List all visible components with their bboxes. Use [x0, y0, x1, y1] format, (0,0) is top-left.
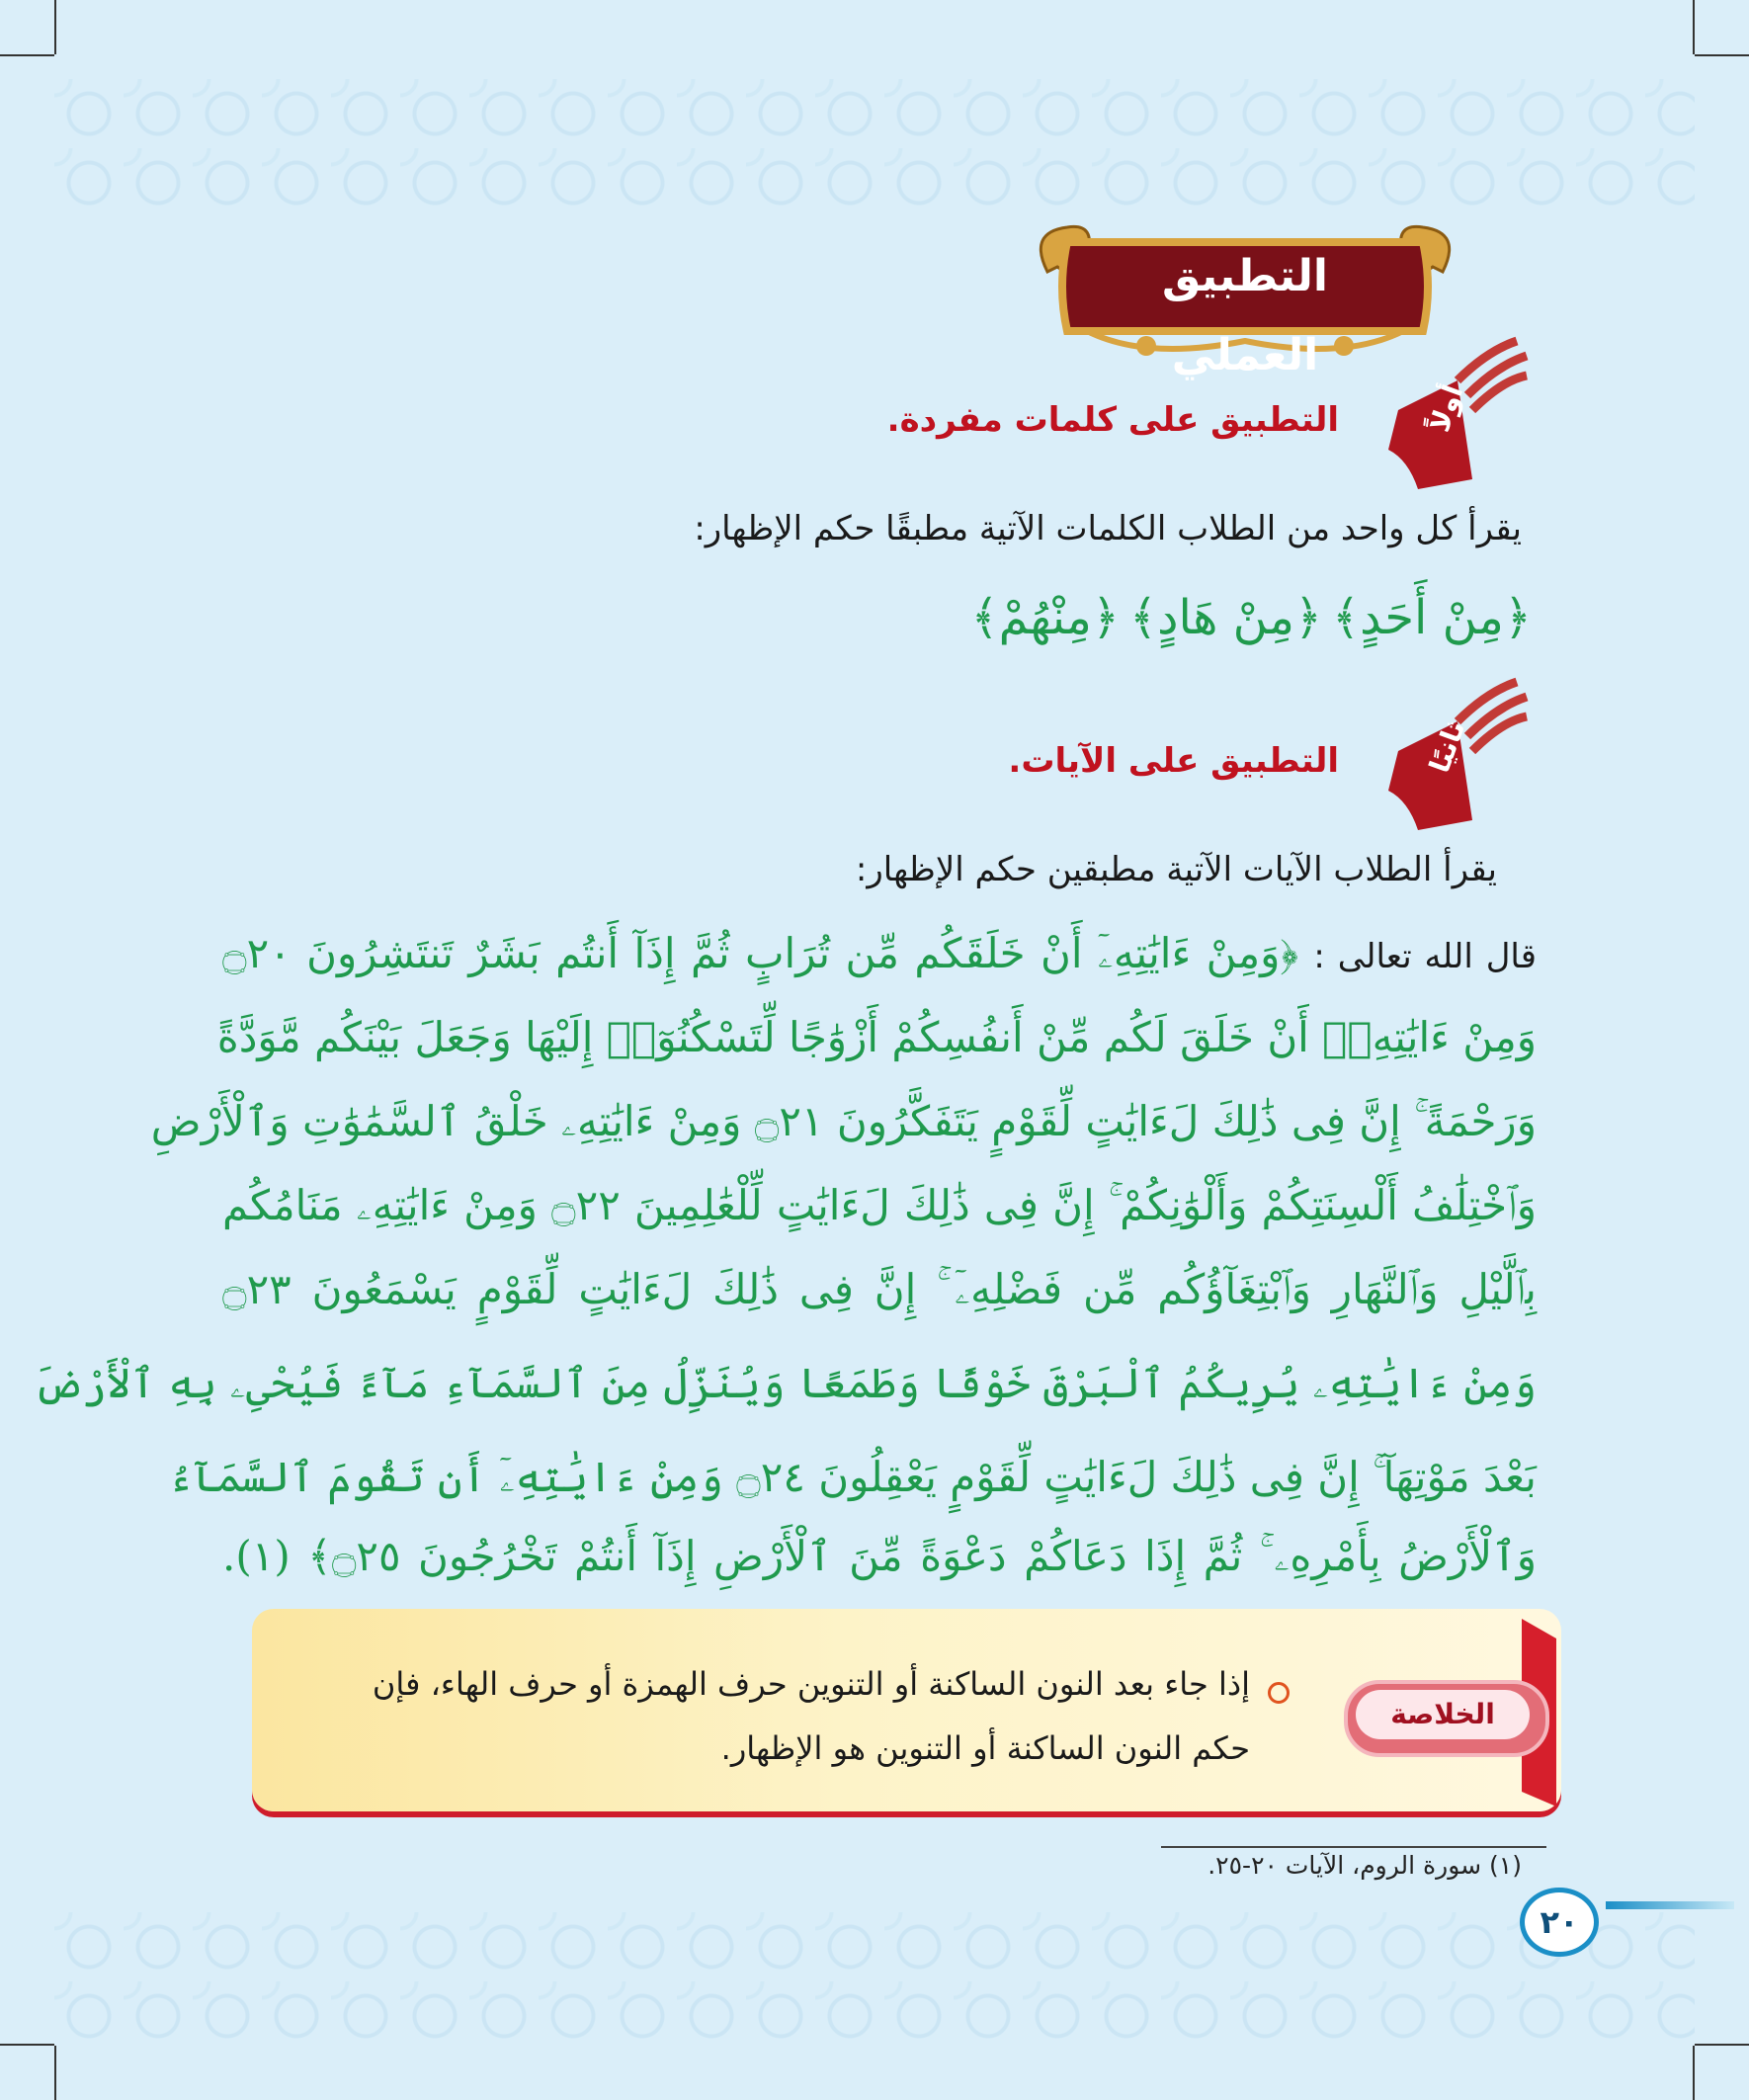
page-number: ٢٠: [1520, 1888, 1599, 1957]
crop-mark: [54, 0, 56, 54]
crop-mark: [1695, 54, 1749, 56]
crop-mark: [0, 2044, 54, 2046]
verse-line: بِٱلَّيْلِ وَٱلنَّهَارِ وَٱبْتِغَآؤُكُم مِّن فَضْلِهِۦٓ ۚ إِنَّ فِى ذَٰلِكَ لَءَايَٰتٍ لِّقَوْمٍ يَسْمَعُونَ ۝٢٣: [222, 1265, 1537, 1313]
crop-mark: [1693, 0, 1695, 54]
word-item: ﴿مِنْ أَحَدٍ﴾: [1332, 590, 1532, 645]
verse-intro: قال الله تعالى :: [1313, 937, 1538, 976]
verse-line: وَمِنْ ءَايَٰتِهِۦ يُرِيكُمُ ٱلْبَرْقَ خَوْفًا وَطَمَعًا وَيُنَزِّلُ مِنَ ٱلسَّمَآءِ مَآءً فَيُحْىِۦ بِهِ ٱلْأَرْضَ: [33, 1359, 1537, 1407]
verse-line: وَٱلْأَرْضُ بِأَمْرِهِۦ ۚ ثُمَّ إِذَا دَعَاكُمْ دَعْوَةً مِّنَ ٱلْأَرْضِ إِذَآ أَنتُمْ تَخْرُجُونَ ۝٢٥﴾ (١).: [222, 1532, 1537, 1580]
crop-mark: [0, 54, 54, 56]
verse-line: وَرَحْمَةً ۚ إِنَّ فِى ذَٰلِكَ لَءَايَٰتٍ لِّقَوْمٍ يَتَفَكَّرُونَ ۝٢١ وَمِنْ ءَايَٰتِهِۦ خَلْقُ ٱلسَّمَٰوَٰتِ وَٱلْأَرْضِ: [150, 1097, 1537, 1145]
footnote: (١) سورة الروم، الآيات ٢٠-٢٥.: [1208, 1851, 1522, 1880]
section1-instruction: يقرأ كل واحد من الطلاب الكلمات الآتية مطبقًا حكم الإظهار:: [694, 509, 1522, 548]
page-title: التطبيق العملي: [1161, 251, 1328, 380]
verse-line: وَمِنْ ءَايَٰتِهِۦٓ أَنْ خَلَقَ لَكُم مِّنْ أَنفُسِكُمْ أَزْوَٰجًا لِّتَسْكُنُوٓا۟ إِلَيْهَا وَجَعَلَ بَيْنَكُم مَّوَدَّةً: [216, 1013, 1537, 1061]
word-item: ﴿مِنْهُمْ﴾: [970, 590, 1120, 645]
verse-line: بَعْدَ مَوْتِهَآ ۚ إِنَّ فِى ذَٰلِكَ لَءَايَٰتٍ لِّقَوْمٍ يَعْقِلُونَ ۝٢٤ وَمِنْ ءَايَٰتِهِۦٓ أَن تَقُومَ ٱلسَّمَآءُ: [168, 1453, 1537, 1501]
verse-line: [222, 924, 1537, 985]
word-item: ﴿مِنْ هَادٍ﴾: [1128, 590, 1323, 645]
top-ornament-band: [54, 79, 1695, 217]
crop-mark: [1693, 2046, 1695, 2100]
footnote-rule: [1161, 1846, 1546, 1848]
verse-line: وَٱخْتِلَٰفُ أَلْسِنَتِكُمْ وَأَلْوَٰنِكُمْ ۚ إِنَّ فِى ذَٰلِكَ لَءَايَٰتٍ لِّلْعَٰلِمِينَ ۝٢٢ وَمِنْ ءَايَٰتِهِۦ مَنَامُكُم: [222, 1181, 1537, 1229]
section1-heading: التطبيق على كلمات مفردة.: [886, 400, 1339, 440]
bottom-ornament-band: [54, 1912, 1695, 2041]
summary-line-1: إذا جاء بعد النون الساكنة أو التنوين حرف الهمزة أو حرف الهاء، فإن: [372, 1665, 1250, 1703]
bullet-icon: [1268, 1682, 1290, 1704]
summary-label: الخلاصة: [1356, 1690, 1530, 1739]
crop-mark: [1695, 2044, 1749, 2046]
words-row: [593, 578, 1532, 657]
section2-instruction: يقرأ الطلاب الآيات الآتية مطبقين حكم الإظهار:: [855, 850, 1497, 889]
summary-line-2: حكم النون الساكنة أو التنوين هو الإظهار.: [720, 1729, 1250, 1767]
page-number-bar: [1606, 1901, 1734, 1909]
section1-badge: أولاً: [1423, 380, 1470, 437]
section2-heading: التطبيق على الآيات.: [1008, 741, 1339, 781]
verse-text: ﴿وَمِنْ ءَايَٰتِهِۦٓ أَنْ خَلَقَكُم مِّن تُرَابٍ ثُمَّ إِذَآ أَنتُم بَشَرٌ تَنتَشِرُونَ ۝٢٠: [222, 929, 1298, 977]
crop-mark: [54, 2046, 56, 2100]
section2-badge: ثانيًا: [1423, 715, 1472, 778]
